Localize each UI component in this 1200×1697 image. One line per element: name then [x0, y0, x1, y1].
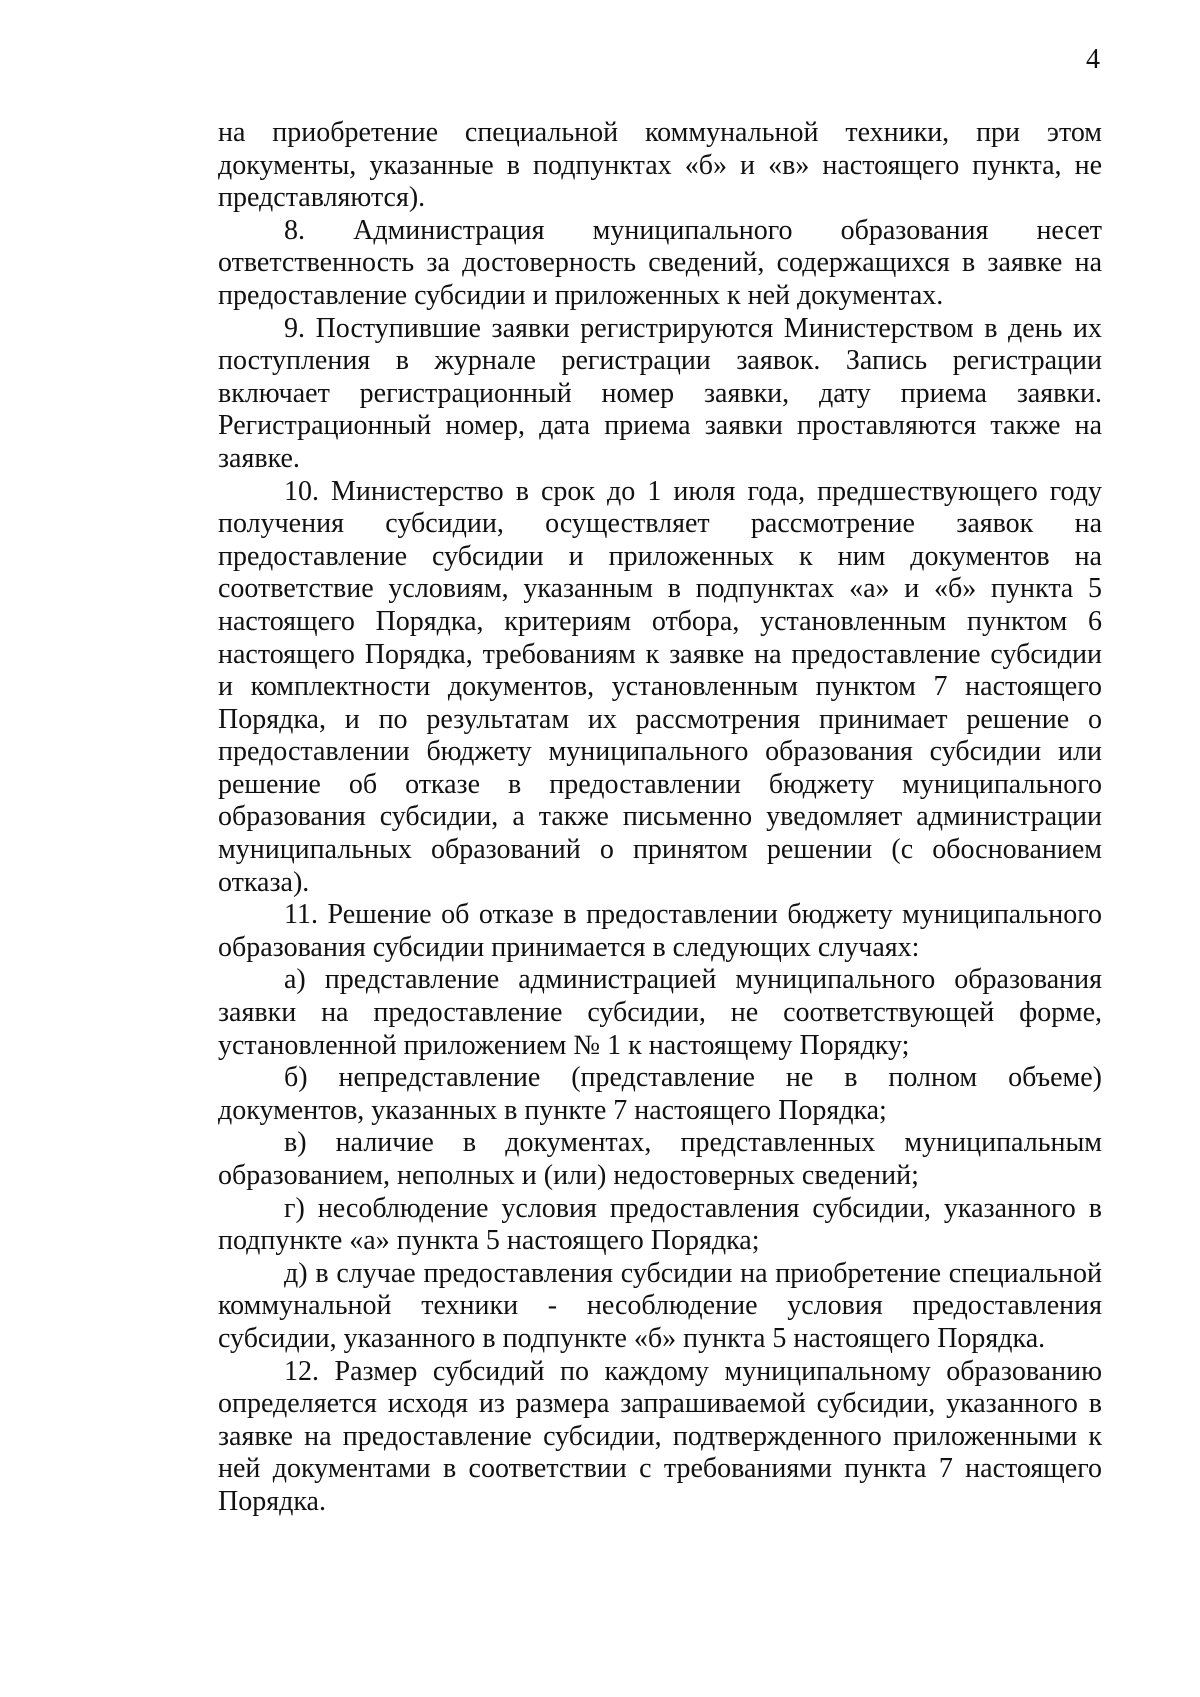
subparagraph-11g: г) несоблюдение условия предоставления субсидии, указанного в подпункте «а» пункта 5 настоящего Порядка; [218, 1192, 1102, 1257]
subparagraph-11d: д) в случае предоставления субсидии на приобретение специальной коммунальной техники - несоблюдение условия предоставления субсидии, указанного в подпункте «б» пункта 5 настоящего Порядка. [218, 1257, 1102, 1354]
paragraph-8: 8. Администрация муниципального образования несет ответственность за достоверность сведений, содержащихся в заявке на предоставление субсидии и приложенных к ней документах. [218, 214, 1102, 311]
document-body [218, 117, 1102, 1519]
paragraph-9: 9. Поступившие заявки регистрируются Министерством в день их поступления в журнале регистрации заявок. Запись регистрации включает регистрационный номер заявки, дату приема заявки. Регистрационный номер, дата приема заявки проставляются также на заявке. [218, 312, 1102, 474]
subparagraph-11v: в) наличие в документах, представленных муниципальным образованием, неполных и (или) недостоверных сведений; [218, 1127, 1102, 1191]
subparagraph-11a: а) представление администрацией муниципального образования заявки на предоставление субсидии, не соответствующей форме, установленной приложением № 1 к настоящему Порядку; [218, 964, 1102, 1061]
paragraph-continuation: на приобретение специальной коммунальной техники, при этом документы, указанные в подпунктах «б» и «в» настоящего пункта, не представляются). [218, 117, 1102, 214]
paragraph-11: 11. Решение об отказе в предоставлении бюджету муниципального образования субсидии принимается в следующих случаях: [218, 899, 1102, 963]
page-number: 4 [1086, 44, 1100, 75]
paragraph-12: 12. Размер субсидий по каждому муниципальному образованию определяется исходя из размера запрашиваемой субсидии, указанного в заявке на предоставление субсидии, подтвержденного приложенными к ней документами в соответствии с требованиями пункта 7 настоящего Порядка. [218, 1355, 1102, 1517]
subparagraph-11b: б) непредставление (представление не в полном объеме) документов, указанных в пункте 7 настоящего Порядка; [218, 1062, 1102, 1126]
paragraph-10: 10. Министерство в срок до 1 июля года, предшествующего году получения субсидии, осуществляет рассмотрение заявок на предоставление субсидии и приложенных к ним документов на соответствие условиям, указанным в подпунктах «а» и «б» пункта 5 настоящего Порядка, критериям отбора, установленным пунктом 6 настоящего Порядка, требованиям к заявке на предоставление субсидии и комплектности документов, установленным пунктом 7 настоящего Порядка, и по результатам их рассмотрения принимает решение о предоставлении бюджету муниципального образования субсидии или решение об отказе в предоставлении бюджету муниципального образования субсидии, а также письменно уведомляет администрации муниципальных образований о принятом решении (с обоснованием отказа). [218, 475, 1102, 898]
